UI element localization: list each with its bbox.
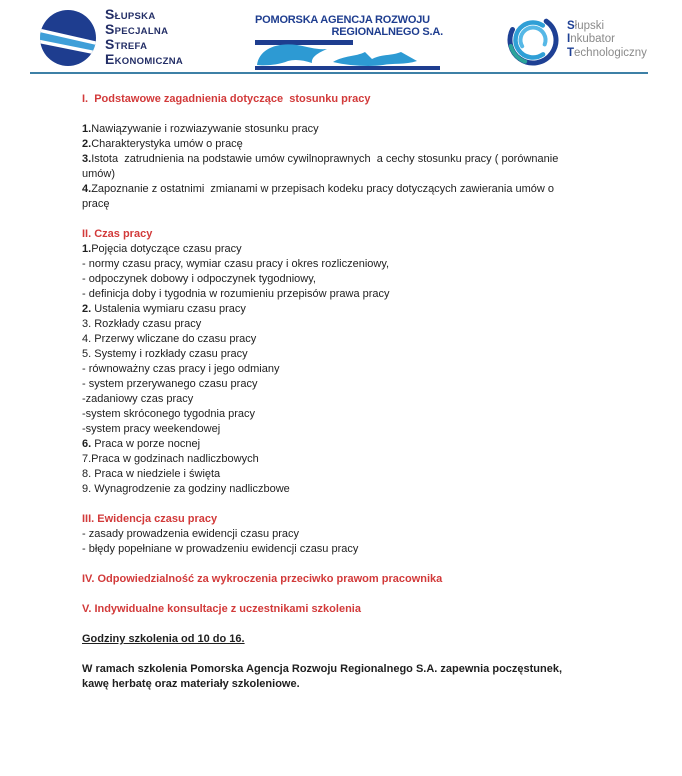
line-text: - odpoczynek dobowy i odpoczynek tygodniowy, (82, 273, 316, 285)
line-text: 9. Wynagrodzenie za godziny nadliczbowe (82, 483, 290, 495)
document-body (82, 92, 622, 692)
list-number: 1. (82, 123, 92, 135)
doc-line (82, 242, 622, 257)
doc-line (82, 662, 622, 677)
ssse-logo-line: SPECJALNA (105, 21, 169, 37)
line-text: 7.Praca w godzinach nadliczbowych (82, 453, 259, 465)
doc-line (82, 317, 622, 332)
doc-line (82, 677, 622, 692)
line-text: 3. Rozkłady czasu pracy (82, 318, 202, 330)
doc-line (82, 152, 622, 167)
doc-line (82, 527, 622, 542)
doc-line (82, 392, 622, 407)
line-text: Pojęcia dotyczące czasu pracy (91, 243, 242, 255)
line-text: 8. Praca w niedziele i święta (82, 468, 221, 480)
doc-line (82, 347, 622, 362)
line-text: III. Ewidencja czasu pracy (82, 513, 218, 525)
sit-logo-text (567, 20, 647, 61)
sit-logo-line: Słupski (567, 19, 605, 32)
doc-line (82, 467, 622, 482)
ssse-logo-text (105, 8, 183, 68)
doc-line (82, 407, 622, 422)
doc-line (82, 632, 622, 647)
doc-line (82, 272, 622, 287)
line-text: -zadaniowy czas pracy (82, 393, 194, 405)
blank-line (82, 497, 622, 512)
line-text: 5. Systemy i rozkłady czasu pracy (82, 348, 248, 360)
doc-line (82, 362, 622, 377)
blank-line (82, 647, 622, 662)
section-heading (82, 92, 622, 107)
sit-logo (505, 12, 647, 68)
ssse-globe-icon (38, 8, 98, 68)
line-text: W ramach szkolenia Pomorska Agencja Rozwoju Regionalnego S.A. zapewnia poczęstunek, (82, 663, 563, 675)
line-text: -system pracy weekendowej (82, 423, 221, 435)
sit-logo-line: Technologiczny (567, 46, 647, 59)
list-number: 2. (82, 303, 92, 315)
line-text: -system skróconego tygodnia pracy (82, 408, 256, 420)
line-text: II. Czas pracy (82, 228, 153, 240)
section-heading (82, 602, 622, 617)
line-text: - definicja doby i tygodnia w rozumieniu przepisów prawa pracy (82, 288, 390, 300)
line-text: I. Podstawowe zagadnienia dotyczące stosunku pracy (82, 93, 371, 105)
line-text: 4. Przerwy wliczane do czasu pracy (82, 333, 257, 345)
ssse-logo (38, 8, 183, 68)
line-text: - błędy popełniane w prowadzeniu ewidencji czasu pracy (82, 543, 359, 555)
line-text: V. Indywidualne konsultacje z uczestnikami szkolenia (82, 603, 361, 615)
doc-line (82, 197, 622, 212)
line-text: Ustalenia wymiaru czasu pracy (91, 303, 246, 315)
line-text: pracę (82, 198, 110, 210)
parr-logo (255, 14, 443, 70)
line-text: umów) (82, 168, 116, 180)
doc-line (82, 182, 622, 197)
list-number: 4. (82, 183, 92, 195)
parr-logo-line2: REGIONALNEGO S.A. (331, 26, 443, 38)
list-number: 3. (82, 153, 92, 165)
section-heading (82, 227, 622, 242)
line-text: - system przerywanego czasu pracy (82, 378, 258, 390)
doc-line (82, 452, 622, 467)
wave-icon (255, 40, 440, 70)
blank-line (82, 557, 622, 572)
doc-line (82, 422, 622, 437)
blank-line (82, 212, 622, 227)
section-heading (82, 512, 622, 527)
list-number: 1. (82, 243, 92, 255)
doc-line (82, 377, 622, 392)
sit-swirl-icon (505, 12, 561, 68)
doc-line (82, 542, 622, 557)
list-number: 6. (82, 438, 92, 450)
doc-line (82, 332, 622, 347)
blank-line (82, 587, 622, 602)
ssse-logo-line: SŁUPSKA (105, 6, 156, 22)
section-heading (82, 572, 622, 587)
doc-line (82, 437, 622, 452)
line-text: Charakterystyka umów o pracę (91, 138, 243, 150)
line-text: Praca w porze nocnej (91, 438, 201, 450)
blank-line (82, 107, 622, 122)
doc-line (82, 287, 622, 302)
line-text: kawę herbatę oraz materiały szkoleniowe. (82, 678, 300, 690)
doc-line (82, 302, 622, 317)
parr-logo-line1: POMORSKA AGENCJA ROZWOJU (255, 14, 430, 26)
doc-line (82, 167, 622, 182)
doc-line (82, 482, 622, 497)
list-number: 2. (82, 138, 92, 150)
doc-line (82, 257, 622, 272)
doc-line (82, 137, 622, 152)
doc-line (82, 122, 622, 137)
line-text: - zasady prowadzenia ewidencji czasu pracy (82, 528, 300, 540)
sit-logo-line: Inkubator (567, 33, 615, 46)
ssse-logo-line: EKONOMICZNA (105, 51, 184, 67)
line-text: Nawiązywanie i rozwiazywanie stosunku pracy (91, 123, 319, 135)
blank-line (82, 617, 622, 632)
line-text: Zapoznanie z ostatnimi zmianami w przepisach kodeku pracy dotyczących zawierania umów o (91, 183, 555, 195)
line-text: - równoważny czas pracy i jego odmiany (82, 363, 280, 375)
line-text: Istota zatrudnienia na podstawie umów cywilnoprawnych a cechy stosunku pracy ( porównanie (91, 153, 559, 165)
line-text: - normy czasu pracy, wymiar czasu pracy i okres rozliczeniowy, (82, 258, 390, 270)
line-text: IV. Odpowiedzialność za wykroczenia przeciwko prawom pracownika (82, 573, 443, 585)
header-divider (30, 72, 648, 74)
page-header (0, 0, 682, 80)
line-text: Godziny szkolenia od 10 do 16. (82, 633, 245, 645)
ssse-logo-line: STREFA (105, 36, 148, 52)
